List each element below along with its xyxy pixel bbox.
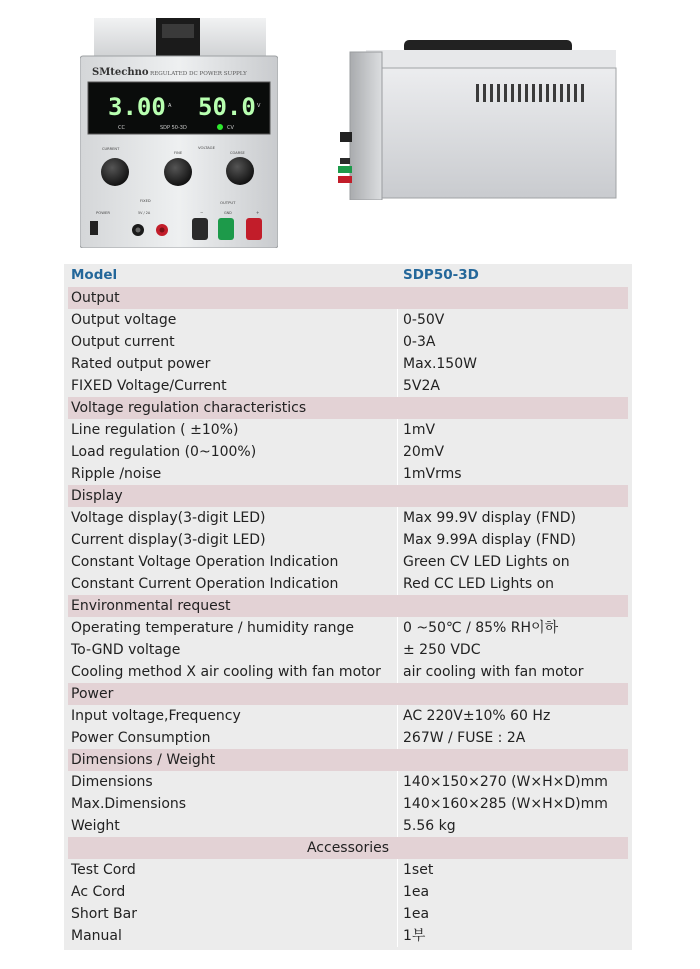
spec-key: Operating temperature / humidity range: [71, 620, 355, 636]
spec-table: [64, 264, 632, 950]
brand-logo: SMtechno: [92, 67, 149, 78]
spec-row: [68, 507, 628, 529]
spec-key: Weight: [71, 818, 120, 834]
spec-key: Ac Cord: [71, 884, 126, 900]
spec-section-row: [68, 287, 628, 309]
spec-value: 1mVrms: [403, 466, 462, 482]
spec-key: Test Cord: [71, 862, 136, 878]
spec-value: 140×150×270 (W×H×D)mm: [403, 774, 608, 790]
current-unit: A: [168, 103, 172, 109]
power-supply-front-photo: [80, 18, 278, 248]
spec-section-row: [68, 397, 628, 419]
spec-value: ± 250 VDC: [403, 642, 481, 658]
spec-row: [68, 727, 628, 749]
spec-value: 267W / FUSE : 2A: [403, 730, 526, 746]
spec-value: 0-50V: [403, 312, 445, 328]
spec-key: Manual: [71, 928, 122, 944]
spec-row: [68, 353, 628, 375]
spec-key: Input voltage,Frequency: [71, 708, 241, 724]
spec-value: AC 220V±10% 60 Hz: [403, 708, 551, 724]
fine-voltage-knob[interactable]: [164, 158, 192, 186]
spec-value: 0-3A: [403, 334, 436, 350]
spec-row: [68, 639, 628, 661]
spec-row: [68, 419, 628, 441]
spec-row: [68, 661, 628, 683]
output-terminal-gnd[interactable]: [218, 218, 234, 240]
spec-section-row: [68, 485, 628, 507]
spec-key: Max.Dimensions: [71, 796, 187, 812]
spec-key: To-GND voltage: [71, 642, 181, 658]
cv-led-icon: [217, 124, 223, 130]
spec-value: 20mV: [403, 444, 445, 460]
model-label: SDP 50-3D: [160, 125, 187, 131]
spec-value: Red CC LED Lights on: [403, 576, 555, 592]
voltage-readout: 50.0: [198, 93, 256, 121]
spec-key: Voltage display(3-digit LED): [71, 510, 266, 526]
spec-value: Max 9.99A display (FND): [403, 532, 576, 548]
spec-value: 1부: [403, 928, 426, 944]
knob-fine-label: FINE: [174, 151, 183, 155]
spec-value: Max 99.9V display (FND): [403, 510, 576, 526]
output-label: OUTPUT: [220, 200, 236, 205]
spec-row: [68, 925, 628, 947]
spec-row: [68, 573, 628, 595]
spec-key: Cooling method X air cooling with fan motor: [71, 664, 381, 680]
spec-row: [68, 793, 628, 815]
spec-section-row: [68, 595, 628, 617]
spec-row: [68, 881, 628, 903]
output-plus-label: +: [256, 210, 260, 215]
spec-section-title: Environmental request: [71, 598, 231, 614]
spec-section-row: [68, 837, 628, 859]
spec-value: Green CV LED Lights on: [403, 554, 570, 570]
spec-value: 5.56 kg: [403, 818, 456, 834]
spec-value: 5V2A: [403, 378, 440, 394]
spec-value: 1mV: [403, 422, 436, 438]
power-supply-side-photo: [336, 40, 618, 200]
spec-key: Constant Current Operation Indication: [71, 576, 339, 592]
spec-key: Load regulation (0~100%): [71, 444, 257, 460]
spec-row: [68, 551, 628, 573]
spec-row: [68, 375, 628, 397]
spec-section-row: [68, 749, 628, 771]
knob-voltage-label: VOLTAGE: [198, 145, 216, 150]
spec-row: [68, 771, 628, 793]
spec-section-title: Display: [71, 488, 123, 504]
output-terminal-black[interactable]: [192, 218, 208, 240]
spec-row: [68, 815, 628, 837]
spec-key: Power Consumption: [71, 730, 211, 746]
spec-section-title: Power: [71, 686, 114, 702]
spec-row: [68, 903, 628, 925]
spec-key: Rated output power: [71, 356, 211, 372]
spec-header-row: [68, 264, 628, 286]
spec-key: Output voltage: [71, 312, 177, 328]
spec-section-title: Accessories: [306, 840, 390, 856]
spec-section-title: Dimensions / Weight: [71, 752, 216, 768]
knob-current-label: CURRENT: [102, 147, 120, 151]
spec-header-key: Model: [71, 267, 118, 283]
spec-key: Output current: [71, 334, 175, 350]
spec-row: [68, 463, 628, 485]
cv-label: CV: [227, 125, 234, 131]
spec-value: 1ea: [403, 884, 430, 900]
current-readout: 3.00: [108, 93, 166, 121]
spec-row: [68, 331, 628, 353]
spec-section-title: Output: [71, 290, 120, 306]
spec-section-row: [68, 683, 628, 705]
coarse-voltage-knob[interactable]: [226, 157, 254, 185]
output-terminal-red[interactable]: [246, 218, 262, 240]
spec-row: [68, 529, 628, 551]
power-switch[interactable]: [90, 221, 98, 235]
spec-key: Dimensions: [71, 774, 153, 790]
spec-row: [68, 705, 628, 727]
spec-value: 0 ~50℃ / 85% RH이하: [403, 620, 559, 636]
spec-row: [68, 859, 628, 881]
spec-value: air cooling with fan motor: [403, 664, 584, 680]
power-label: POWER: [96, 210, 111, 215]
spec-header-value: SDP50-3D: [403, 267, 479, 283]
gnd-label: GND: [224, 211, 232, 215]
spec-row: [68, 441, 628, 463]
panel-title: REGULATED DC POWER SUPPLY: [150, 71, 247, 77]
spec-key: Current display(3-digit LED): [71, 532, 266, 548]
spec-value: 1ea: [403, 906, 430, 922]
spec-value: 1set: [403, 862, 434, 878]
output-minus-label: −: [200, 210, 204, 215]
spec-key: Line regulation ( ±10%): [71, 422, 239, 438]
current-knob[interactable]: [101, 158, 129, 186]
spec-value: Max.150W: [403, 356, 477, 372]
spec-key: Constant Voltage Operation Indication: [71, 554, 339, 570]
voltage-unit: V: [257, 103, 261, 109]
spec-key: FIXED Voltage/Current: [71, 378, 227, 394]
spec-key: Ripple /noise: [71, 466, 162, 482]
knob-coarse-label: COARSE: [230, 151, 245, 155]
spec-section-title: Voltage regulation characteristics: [71, 400, 307, 416]
spec-row: [68, 617, 628, 639]
spec-key: Short Bar: [71, 906, 137, 922]
spec-row: [68, 309, 628, 331]
fixed-sublabel: 5V / 2A: [138, 211, 151, 215]
fixed-label: FIXED: [140, 199, 151, 203]
cc-label: CC: [118, 125, 125, 131]
spec-value: 140×160×285 (W×H×D)mm: [403, 796, 608, 812]
